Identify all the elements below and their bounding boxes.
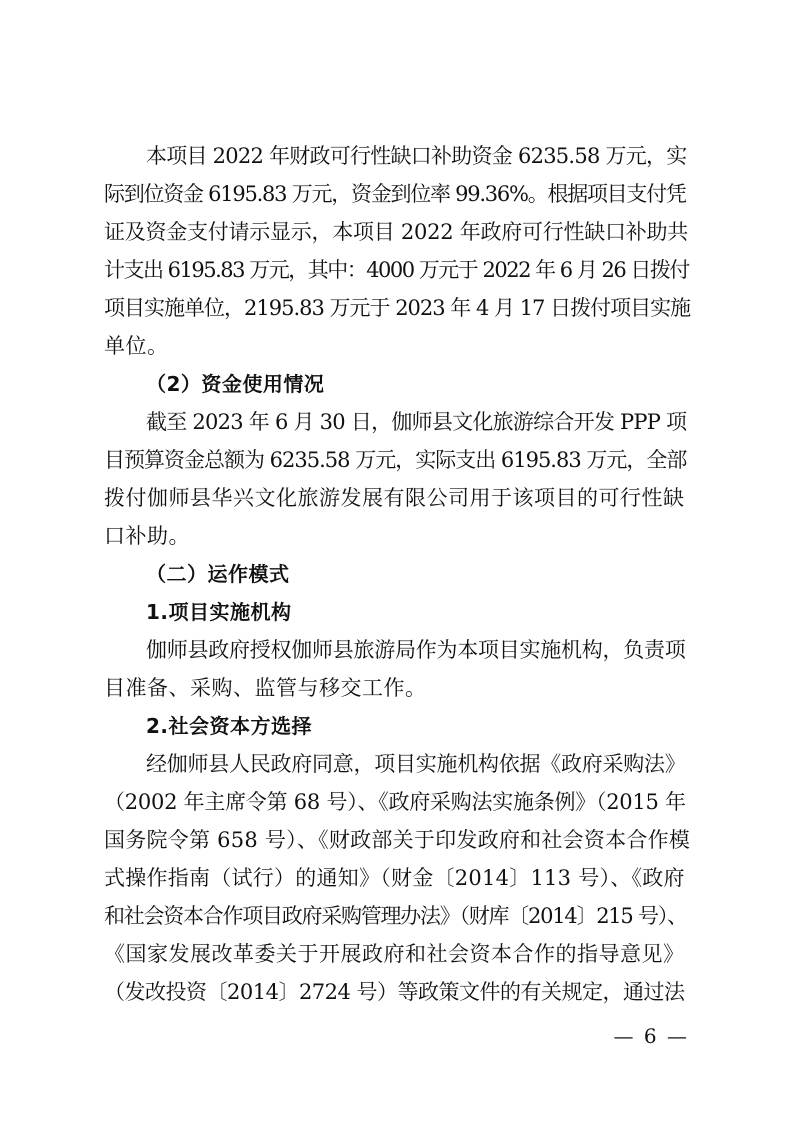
document-body bbox=[104, 137, 690, 1011]
paragraph-line: 经伽师县人民政府同意，项目实施机构依据《政府采购法》 bbox=[146, 752, 686, 776]
paragraph-line: 项目实施单位，2195.83 万元于 2023 年 4 月 17 日拨付项目实施 bbox=[104, 296, 691, 320]
paragraph-line: 拨付伽师县华兴文化旅游发展有限公司用于该项目的可行性缺 bbox=[104, 486, 685, 510]
paragraph-line: 《国家发展改革委关于开展政府和社会资本合作的指导意见》 bbox=[104, 942, 685, 966]
paragraph-line: 目准备、采购、监管与移交工作。 bbox=[104, 676, 427, 700]
paragraph-line: 计支出 6195.83 万元，其中：4000 万元于 2022 年 6 月 26 日拨付 bbox=[104, 258, 689, 282]
section-heading-funds-use: （2）资金使用情况 bbox=[146, 372, 325, 396]
paragraph-line: 单位。 bbox=[104, 334, 169, 358]
paragraph-line: 式操作指南（试行）的通知》（财金〔2014〕113 号）、《政府 bbox=[104, 866, 685, 890]
paragraph-line: （发改投资〔2014〕2724 号）等政策文件的有关规定，通过法 bbox=[104, 980, 685, 1004]
section-heading-capital: 2.社会资本方选择 bbox=[146, 714, 313, 738]
paragraph-line: 本项目 2022 年财政可行性缺口补助资金 6235.58 万元，实 bbox=[146, 144, 687, 168]
section-heading-operation: （二）运作模式 bbox=[146, 562, 290, 586]
paragraph-line: 际到位资金 6195.83 万元，资金到位率 99.36%。根据项目支付凭 bbox=[104, 182, 686, 206]
paragraph-line: 和社会资本合作项目政府采购管理办法》（财库〔2014〕215 号）、 bbox=[104, 904, 687, 928]
paragraph-line: 国务院令第 658 号）、《财政部关于印发政府和社会资本合作模 bbox=[104, 828, 691, 852]
page-number: — 6 — bbox=[613, 1024, 689, 1048]
section-heading-agency: 1.项目实施机构 bbox=[146, 600, 292, 624]
paragraph-line: 伽师县政府授权伽师县旅游局作为本项目实施机构，负责项 bbox=[146, 638, 686, 662]
paragraph-line: 口补助。 bbox=[104, 524, 190, 548]
paragraph-line: 目预算资金总额为 6235.58 万元，实际支出 6195.83 万元，全部 bbox=[104, 448, 687, 472]
paragraph-line: （2002 年主席令第 68 号）、《政府采购法实施条例》（2015 年 bbox=[104, 790, 686, 814]
paragraph-line: 证及资金支付请示显示，本项目 2022 年政府可行性缺口补助共 bbox=[104, 220, 689, 244]
paragraph-line: 截至 2023 年 6 月 30 日，伽师县文化旅游综合开发 PPP 项 bbox=[146, 410, 687, 434]
